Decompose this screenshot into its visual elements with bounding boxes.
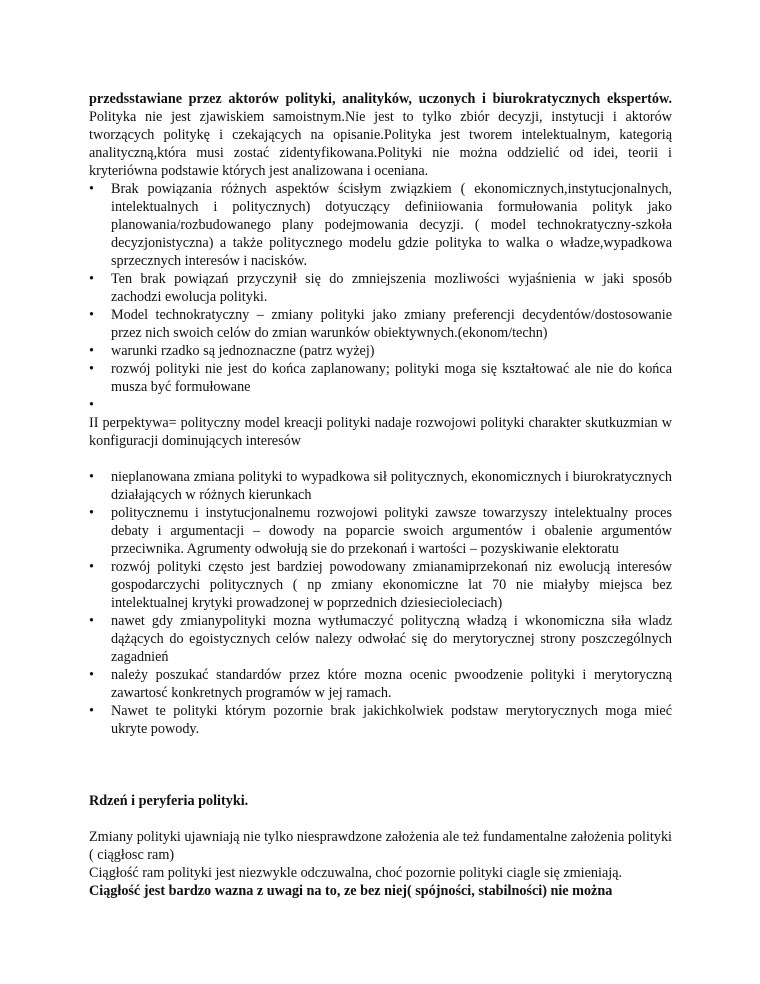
bullet-icon: • xyxy=(89,307,94,323)
list-item: • Brak powiązania różnych aspektów ścisłym związkiem ( ekonomicznych,instytucjonalnych, intelektualnych i politycznych) dotyuczący definiiowania formułowania polityk jako planowania/rozbudowanego plany podejmowania decyzji. ( model technokratyczny-szkoła decyzjonistyczna) a także politycznego modelu gdzie polityka to walka o władze,wypadkowa sprzecznych interesów i nacisków. xyxy=(89,181,672,269)
bullet-icon: • xyxy=(89,613,94,629)
list-item: • rozwój polityki często jest bardziej powodowany zmianamiprzekonań niz ewolucją interesów gospodarczychi politycznych ( np zmiany ekonomiczne lat 70 nie miałyby miejsca bez intelektualnej krytyki prowadzonej w poprzednich dziesiecioleciach) xyxy=(89,559,672,611)
spacer xyxy=(89,810,672,828)
spacer xyxy=(89,738,672,792)
list-item: • należy poszukać standardów przez które mozna ocenic pwoodzenie polityki i merytoryczną zawartosć konkretnych programów w jej ramach. xyxy=(89,667,672,701)
list-item: • rozwój polityki nie jest do końca zaplanowany; polityki moga się kształtować ale nie do końca musza być formułowane xyxy=(89,361,672,395)
list-item: • warunki rzadko są jednoznaczne (patrz wyżej) xyxy=(89,343,375,359)
paragraph-changes: Zmiany polityki ujawniają nie tylko niesprawdzone założenia ale też fundamentalne założenia polityki ( ciągłosc ram) xyxy=(89,829,672,863)
paragraph-continuity: Ciągłość ram polityki jest niezwykle odczuwalna, choć pozornie polityki ciagle się zmieniają. xyxy=(89,865,623,881)
bullet-icon: • xyxy=(89,271,94,287)
bullet-icon: • xyxy=(89,559,94,575)
bullet-list-2 xyxy=(89,468,672,738)
intro-paragraph xyxy=(89,90,672,180)
bullet-icon: • xyxy=(89,469,94,485)
list-item: • nieplanowana zmiana polityki to wypadkowa sił politycznych, ekonomicznych i biurokratycznych działających w różnych kierunkach xyxy=(89,469,672,503)
list-item-empty xyxy=(89,396,672,414)
section-heading: Rdzeń i peryferia polityki. xyxy=(89,793,249,809)
bullet-icon: • xyxy=(89,361,94,377)
list-item: • Model technokratyczny – zmiany polityki jako zmiany preferencji decydentów/dostosowanie przez nich swoich celów do zmian warunków obiektywnych.(ekonom/techn) xyxy=(89,307,672,341)
bullet-icon: • xyxy=(89,181,94,197)
intro-text: Polityka nie jest zjawiskiem samoistnym.Nie jest to tylko zbiór decyzji, instytucji i aktorów tworzących politykę i czekających na opisanie.Polityka jest tworem intelektualnym, kategorią analityczną,która musi zostać zidentyfikowana.Polityki nie można oddzielić od idei, teorii i kryteriówna podstawie których jest analizowana i oceniana. xyxy=(89,109,672,179)
bullet-icon: • xyxy=(89,703,94,719)
second-perspective-paragraph: II perpektywa= polityczny model kreacji polityki nadaje rozwojowi polityki charakter skutkuzmian w konfiguracji dominujących interesów xyxy=(89,415,672,449)
spacer xyxy=(89,450,672,468)
list-item: • politycznemu i instytucjonalnemu rozwojowi polityki zawsze towarzyszy intelektualny proces debaty i argumentacji – dowody na poparcie swoich argumentów i obalenie argumentów przeciwnika. Agrumenty odwołują sie do przekonań i wartości – pozyskiwanie elektoratu xyxy=(89,505,672,557)
paragraph-continuity-bold: Ciągłość jest bardzo wazna z uwagi na to, ze bez niej( spójności, stabilności) nie można xyxy=(89,883,613,899)
document-body xyxy=(89,90,672,900)
bullet-list-1 xyxy=(89,180,672,414)
list-item: • Ten brak powiązań przyczynił się do zmniejszenia mozliwości wyjaśnienia w jaki sposób zachodzi ewolucja polityki. xyxy=(89,271,672,305)
list-item: • nawet gdy zmianypolityki mozna wytłumaczyć polityczną władzą i wkonomiczna siła wladz dążących do egoistycznych celów nalezy odwołać się do merytorycznej strony poszczególnych zagadnień xyxy=(89,613,672,665)
bullet-icon: • xyxy=(89,343,94,359)
intro-bold-text: przedsstawiane przez aktorów polityki, analityków, uczonych i biurokratycznych ekspertów. xyxy=(89,91,672,107)
bullet-icon: • xyxy=(89,397,94,413)
bullet-icon: • xyxy=(89,667,94,683)
bullet-icon: • xyxy=(89,505,94,521)
list-item: • Nawet te polityki którym pozornie brak jakichkolwiek podstaw merytorycznych moga mieć ukryte powody. xyxy=(89,703,672,737)
